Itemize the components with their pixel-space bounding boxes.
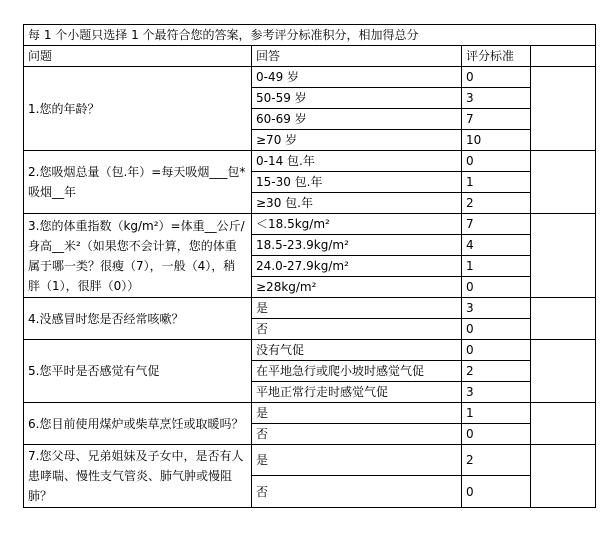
answer-option: 没有气促 (252, 340, 462, 361)
answer-option: 50-59 岁 (252, 88, 462, 109)
question-3: 3.您的体重指数（kg/m²）=体重__公斤/身高__米²（如果您不会计算，您的体重属于哪一类？很瘦（7），一般（4），稍胖（1），很胖（0）） (24, 214, 252, 298)
answer-option: ≥30 包.年 (252, 193, 462, 214)
question-4: 4.没感冒时您是否经常咳嗽？ (24, 298, 252, 340)
criteria-points: 1 (462, 172, 531, 193)
score-input-cell-6[interactable] (531, 403, 596, 445)
criteria-points: 2 (462, 193, 531, 214)
answer-option: 是 (252, 403, 462, 424)
score-input-cell-3[interactable] (531, 214, 596, 298)
criteria-points: 0 (462, 476, 531, 508)
table-row (24, 403, 596, 424)
intro-row (24, 25, 596, 46)
criteria-points: 4 (462, 235, 531, 256)
answer-option: 否 (252, 319, 462, 340)
criteria-points: 0 (462, 277, 531, 298)
header-row (24, 46, 596, 67)
question-7: 7.您父母、兄弟姐妹及子女中，是否有人患哮喘、慢性支气管炎、肺气肿或慢阻肺？ (24, 445, 252, 508)
question-5: 5.您平时是否感觉有气促 (24, 340, 252, 403)
answer-option: 0-49 岁 (252, 67, 462, 88)
answer-option: 否 (252, 424, 462, 445)
answer-option: ≥28kg/m² (252, 277, 462, 298)
answer-option: 60-69 岁 (252, 109, 462, 130)
answer-option: 否 (252, 476, 462, 508)
score-input-cell-2[interactable] (531, 151, 596, 214)
header-answer: 回答 (252, 46, 462, 67)
score-input-cell-7[interactable] (531, 445, 596, 508)
answer-option: ≥70 岁 (252, 130, 462, 151)
answer-option: 平地正常行走时感觉气促 (252, 382, 462, 403)
answer-option: ＜18.5kg/m² (252, 214, 462, 235)
criteria-points: 7 (462, 214, 531, 235)
question-2: 2.您吸烟总量（包.年）=每天吸烟___包*吸烟__年 (24, 151, 252, 214)
criteria-points: 1 (462, 256, 531, 277)
answer-option: 15-30 包.年 (252, 172, 462, 193)
criteria-points: 1 (462, 403, 531, 424)
score-input-cell-1[interactable] (531, 67, 596, 151)
header-question: 问题 (24, 46, 252, 67)
answer-option: 18.5-23.9kg/m² (252, 235, 462, 256)
answer-option: 是 (252, 445, 462, 476)
criteria-points: 0 (462, 151, 531, 172)
table-row (24, 298, 596, 319)
question-1: 1.您的年龄？ (24, 67, 252, 151)
criteria-points: 0 (462, 67, 531, 88)
answer-option: 是 (252, 298, 462, 319)
criteria-points: 3 (462, 382, 531, 403)
criteria-points: 3 (462, 298, 531, 319)
criteria-points: 0 (462, 424, 531, 445)
score-input-cell-5[interactable] (531, 340, 596, 403)
answer-option: 24.0-27.9kg/m² (252, 256, 462, 277)
question-6: 6.您目前使用煤炉或柴草烹饪或取暖吗？ (24, 403, 252, 445)
criteria-points: 2 (462, 445, 531, 476)
table-row (24, 67, 596, 88)
table-row (24, 214, 596, 235)
header-score (531, 46, 596, 67)
header-criteria: 评分标准 (462, 46, 531, 67)
table-row (24, 445, 596, 476)
criteria-points: 10 (462, 130, 531, 151)
criteria-points: 3 (462, 88, 531, 109)
criteria-points: 0 (462, 340, 531, 361)
criteria-points: 2 (462, 361, 531, 382)
answer-option: 在平地急行或爬小坡时感觉气促 (252, 361, 462, 382)
criteria-points: 7 (462, 109, 531, 130)
scoring-table (23, 24, 596, 508)
criteria-points: 0 (462, 319, 531, 340)
answer-option: 0-14 包.年 (252, 151, 462, 172)
table-row (24, 340, 596, 361)
score-input-cell-4[interactable] (531, 298, 596, 340)
intro-text: 每 1 个小题只选择 1 个最符合您的答案，参考评分标准积分，相加得总分 (24, 25, 596, 46)
table-row (24, 151, 596, 172)
